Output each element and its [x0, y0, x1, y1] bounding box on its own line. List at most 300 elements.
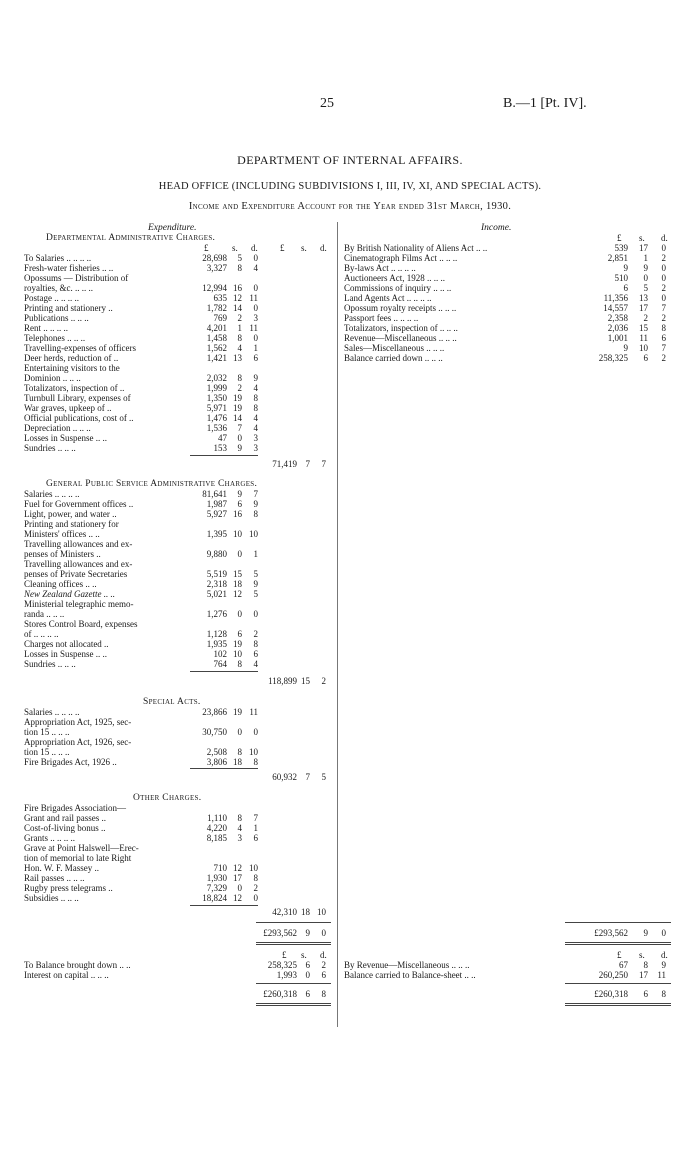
page-number: 25: [320, 96, 334, 111]
lower-income-pence: [652, 960, 666, 980]
office-subtitle: HEAD OFFICE (INCLUDING SUBDIVISIONS I, III, IV, XI, AND SPECIAL ACTS).: [158, 181, 542, 192]
cell-value: 9: [643, 263, 648, 273]
other-shillings: [228, 803, 242, 903]
departmental-heading: Departmental Administrative Charges.: [46, 233, 216, 243]
cell-value: [190, 519, 227, 529]
item-label: Commissions of inquiry .. .. ..: [344, 283, 452, 293]
cell-value: 2,036: [607, 323, 628, 333]
cell-value: [228, 843, 242, 853]
cell-value: 1,999: [206, 383, 227, 393]
income-pence-header-lower: d.: [661, 950, 668, 960]
cell-value: 1,562: [206, 343, 227, 353]
departmental-pence: [244, 253, 258, 453]
cell-value: 0: [253, 893, 258, 903]
cell-value: 9: [253, 373, 258, 383]
cell-value: 258,325: [598, 353, 628, 363]
cell-value: 8: [237, 373, 242, 383]
cell-value: [244, 273, 258, 283]
income-shillings: [634, 243, 648, 363]
cell-value: 4: [253, 383, 258, 393]
cell-value: 6: [253, 353, 258, 363]
item-label: Sundries .. .. ..: [24, 659, 76, 669]
item-label: Interest on capital .. .. ..: [24, 970, 109, 980]
cell-value: 5: [253, 589, 258, 599]
cell-value: 15: [233, 569, 242, 579]
item-label: Ministers' offices .. ..: [24, 529, 100, 539]
item-label: Grants .. .. .. ..: [24, 833, 75, 843]
departmental-total-pounds: 71,419: [272, 459, 297, 469]
item-label: New Zealand Gazette .. ..: [24, 589, 115, 599]
cell-value: 11: [249, 323, 258, 333]
cell-value: [228, 559, 242, 569]
cell-value: 1: [253, 823, 258, 833]
pounds-header: £: [204, 243, 209, 253]
expenditure-heading: Expenditure.: [148, 223, 197, 233]
income-pounds-header: £: [617, 233, 622, 243]
cell-value: 0: [237, 433, 242, 443]
cell-value: [244, 737, 258, 747]
cell-value: 9: [237, 443, 242, 453]
item-label: Opossum royalty receipts .. .. ..: [344, 303, 457, 313]
cell-value: 6: [623, 283, 628, 293]
cell-value: 9: [237, 489, 242, 499]
special-pence: [244, 707, 258, 767]
cell-value: 6: [643, 353, 648, 363]
income-shillings-header: s.: [639, 233, 645, 243]
cell-value: 12,994: [202, 283, 227, 293]
cell-value: [244, 519, 258, 529]
item-label: Fresh-water fisheries .. ..: [24, 263, 114, 273]
cell-value: 11,356: [603, 293, 628, 303]
cell-value: 0: [253, 609, 258, 619]
income-shillings-header-lower: s.: [639, 950, 645, 960]
cell-value: 153: [213, 443, 227, 453]
cell-value: 9: [661, 960, 666, 970]
income-labels: [344, 243, 570, 363]
departmental-total-pence: 7: [321, 459, 326, 469]
cell-value: 23,866: [202, 707, 227, 717]
item-label: Ministerial telegraphic memo-: [24, 599, 134, 609]
cell-value: 0: [237, 883, 242, 893]
cell-value: 102: [213, 649, 227, 659]
subtotal-rule: [190, 768, 258, 769]
cell-value: 8: [661, 323, 666, 333]
cell-value: 6: [253, 833, 258, 843]
cell-value: 2,851: [607, 253, 628, 263]
cell-value: [228, 599, 242, 609]
pounds-header-lower: £: [282, 950, 287, 960]
item-label: Totalizators, inspection of .. .. ..: [344, 323, 458, 333]
item-label: Printing and stationery ..: [24, 303, 113, 313]
general-total-shillings: 15: [301, 676, 310, 686]
special-labels: [24, 707, 196, 767]
department-title: DEPARTMENT OF INTERNAL AFFAIRS.: [237, 153, 463, 167]
item-label: Grave at Point Halswell—Erec-: [24, 843, 139, 853]
income-heading: Income.: [481, 223, 512, 233]
cell-value: 0: [253, 333, 258, 343]
cell-value: 2: [237, 313, 242, 323]
cell-value: 0: [643, 273, 648, 283]
cell-value: [190, 363, 227, 373]
cell-value: 7: [237, 423, 242, 433]
item-label: tion 15 .. .. ..: [24, 727, 70, 737]
item-label: penses of Ministers ..: [24, 549, 101, 559]
departmental-shillings: [228, 253, 242, 453]
other-labels: [24, 803, 196, 903]
item-label: Opossums — Distribution of: [24, 273, 129, 283]
cell-value: 764: [213, 659, 227, 669]
cell-value: 17: [639, 243, 648, 253]
cell-value: 539: [614, 243, 628, 253]
cell-value: 16: [233, 509, 242, 519]
cell-value: [228, 737, 242, 747]
cell-value: [190, 803, 227, 813]
general-total-pence: 2: [321, 676, 326, 686]
cell-value: 1,930: [206, 873, 227, 883]
cell-value: 13: [639, 293, 648, 303]
income-grand-total-shillings: 9: [643, 928, 648, 938]
cell-value: [244, 853, 258, 863]
cell-value: 2: [237, 383, 242, 393]
item-label: War graves, upkeep of ..: [24, 403, 112, 413]
other-pence: [244, 803, 258, 903]
item-label: Postage .. .. .. ..: [24, 293, 79, 303]
cell-value: 8: [237, 659, 242, 669]
cell-value: [190, 717, 227, 727]
lower-expenditure-pounds: [250, 960, 297, 980]
pence-header-lower: d.: [320, 950, 327, 960]
cell-value: 0: [661, 263, 666, 273]
item-label: Rail passes .. .. ..: [24, 873, 85, 883]
cell-value: [190, 539, 227, 549]
cell-value: 510: [614, 273, 628, 283]
lower-total-double-rule: [256, 1005, 331, 1006]
cell-value: 2: [661, 253, 666, 263]
other-total-shillings: 18: [301, 907, 310, 917]
cell-value: 260,250: [598, 970, 628, 980]
cell-value: 5,971: [206, 403, 227, 413]
income-pounds-header-lower: £: [617, 950, 622, 960]
cell-value: 10: [249, 863, 258, 873]
item-label: Auctioneers Act, 1928 .. .. ..: [344, 273, 445, 283]
cell-value: 5: [643, 283, 648, 293]
cell-value: 18: [233, 757, 242, 767]
cell-value: 7: [253, 489, 258, 499]
lower-income-total-rule: [565, 983, 671, 984]
cell-value: 1,993: [276, 970, 297, 980]
lower-total-double-rule: [256, 1003, 331, 1004]
lower-expenditure-pence: [312, 960, 326, 980]
cell-value: 2: [253, 883, 258, 893]
cell-value: 2,318: [206, 579, 227, 589]
cell-value: 5,519: [206, 569, 227, 579]
cell-value: 0: [253, 283, 258, 293]
cell-value: 1,001: [607, 333, 628, 343]
lower-income-total-pounds: £260,318: [594, 989, 628, 999]
item-label: Losses in Suspense .. ..: [24, 649, 107, 659]
item-label: Cinematograph Films Act .. .. ..: [344, 253, 458, 263]
cell-value: 3: [253, 443, 258, 453]
special-total-pence: 5: [321, 772, 326, 782]
cell-value: 2: [661, 313, 666, 323]
cell-value: 13: [233, 353, 242, 363]
cell-value: 5: [237, 253, 242, 263]
cell-value: [244, 559, 258, 569]
item-label: Printing and stationery for: [24, 519, 119, 529]
cell-value: 2,508: [206, 747, 227, 757]
cell-value: [244, 619, 258, 629]
cell-value: 1,782: [206, 303, 227, 313]
cell-value: [228, 853, 242, 863]
cell-value: [228, 519, 242, 529]
cell-value: [190, 273, 227, 283]
cell-value: 8: [237, 813, 242, 823]
pounds-header-2: £: [280, 243, 285, 253]
cell-value: 4: [253, 423, 258, 433]
cell-value: 0: [305, 970, 310, 980]
cell-value: 0: [253, 303, 258, 313]
general-total-pounds: 118,899: [268, 676, 297, 686]
item-label: of .. .. .. ..: [24, 629, 59, 639]
general-shillings: [228, 489, 242, 669]
item-label: Balance carried to Balance-sheet .. ..: [344, 970, 476, 980]
item-label: Deer herds, reduction of ..: [24, 353, 119, 363]
cell-value: 12: [233, 863, 242, 873]
income-grand-total-double-rule: [565, 942, 671, 943]
item-label: Salaries .. .. .. ..: [24, 489, 80, 499]
cell-value: [228, 619, 242, 629]
item-label: Turnbull Library, expenses of: [24, 393, 131, 403]
income-pence: [652, 243, 666, 363]
cell-value: 9: [623, 343, 628, 353]
item-label: royalties, &c. .. .. ..: [24, 283, 93, 293]
cell-value: 3,806: [206, 757, 227, 767]
cell-value: 0: [661, 293, 666, 303]
item-label: Grant and rail passes ..: [24, 813, 106, 823]
cell-value: [190, 853, 227, 863]
item-label: tion of memorial to late Right: [24, 853, 132, 863]
general-labels: [24, 489, 196, 669]
special-shillings: [228, 707, 242, 767]
special-pounds: [190, 707, 227, 767]
cell-value: 8: [237, 333, 242, 343]
cell-value: 8: [253, 393, 258, 403]
item-label: Passport fees .. .. .. ..: [344, 313, 419, 323]
general-heading: General Public Service Administrative Charges.: [46, 479, 258, 489]
cell-value: 1,276: [206, 609, 227, 619]
cell-value: 12: [233, 589, 242, 599]
departmental-total-shillings: 7: [305, 459, 310, 469]
income-grand-total-double-rule: [565, 944, 671, 945]
income-grand-total-pounds: £293,562: [594, 928, 628, 938]
income-pence-header: d.: [661, 233, 668, 243]
cell-value: 28,698: [202, 253, 227, 263]
special-total-pounds: 60,932: [272, 772, 297, 782]
cell-value: 6: [237, 499, 242, 509]
lower-income-total-pence: 8: [661, 989, 666, 999]
item-label: Depreciation .. .. ..: [24, 423, 91, 433]
cell-value: 710: [213, 863, 227, 873]
cell-value: [190, 559, 227, 569]
cell-value: 19: [233, 393, 242, 403]
expenditure-grand-total-pounds: £293,562: [263, 928, 297, 938]
cell-value: 2: [643, 313, 648, 323]
item-label: Publications .. .. ..: [24, 313, 89, 323]
cell-value: 6: [237, 629, 242, 639]
cell-value: 10: [249, 529, 258, 539]
income-grand-total-rule: [565, 922, 671, 923]
pence-header: d.: [251, 243, 258, 253]
cell-value: 10: [233, 649, 242, 659]
cell-value: 4,220: [206, 823, 227, 833]
departmental-pounds: [190, 253, 227, 453]
lower-income-pounds: [565, 960, 628, 980]
cell-value: [244, 363, 258, 373]
subtotal-rule: [190, 905, 258, 906]
cell-value: 9: [623, 263, 628, 273]
lower-income-total-double-rule: [565, 1003, 671, 1004]
cell-value: 1,421: [206, 353, 227, 363]
cell-value: [190, 843, 227, 853]
cell-value: 2,032: [206, 373, 227, 383]
item-label: Fuel for Government offices ..: [24, 499, 134, 509]
cell-value: 10: [639, 343, 648, 353]
cell-value: 1,476: [206, 413, 227, 423]
item-label: Entertaining visitors to the: [24, 363, 120, 373]
cell-value: 11: [249, 707, 258, 717]
cell-value: 3,327: [206, 263, 227, 273]
item-label: Subsidies .. .. ..: [24, 893, 79, 903]
subtotal-rule: [190, 671, 258, 672]
special-heading: Special Acts.: [143, 697, 201, 707]
account-title: Income and Expenditure Account for the Year ended 31st March, 1930.: [188, 201, 512, 212]
cell-value: [190, 737, 227, 747]
cell-value: 6: [253, 649, 258, 659]
cell-value: 1,110: [207, 813, 227, 823]
lower-income-labels: [344, 960, 570, 980]
cell-value: 0: [237, 727, 242, 737]
cell-value: 11: [639, 333, 648, 343]
cell-value: [228, 803, 242, 813]
cell-value: 1: [253, 343, 258, 353]
cell-value: 15: [639, 323, 648, 333]
cell-value: 0: [237, 609, 242, 619]
column-divider: [337, 222, 338, 1027]
cell-value: 4: [253, 263, 258, 273]
lower-expenditure-total-shillings: 6: [305, 989, 310, 999]
cell-value: 19: [233, 707, 242, 717]
lower-expenditure-labels: [24, 960, 244, 980]
item-label: Fire Brigades Act, 1926 ..: [24, 757, 117, 767]
cell-value: 8: [253, 509, 258, 519]
item-label: randa .. .. ..: [24, 609, 65, 619]
cell-value: 2: [321, 960, 326, 970]
item-label: penses of Private Secretaries: [24, 569, 128, 579]
cell-value: 16: [233, 283, 242, 293]
item-label: Official publications, cost of ..: [24, 413, 134, 423]
cell-value: 7: [661, 343, 666, 353]
shillings-header: s.: [232, 243, 238, 253]
cell-value: 8: [643, 960, 648, 970]
item-label: To Salaries .. .. .. ..: [24, 253, 92, 263]
cell-value: 12: [233, 893, 242, 903]
item-label: Stores Control Board, expenses: [24, 619, 138, 629]
cell-value: 4: [253, 659, 258, 669]
cell-value: 81,641: [202, 489, 227, 499]
cell-value: 8: [237, 747, 242, 757]
expenditure-grand-total-pence: 0: [321, 928, 326, 938]
item-label: Fire Brigades Association—: [24, 803, 126, 813]
grand-total-double-rule: [256, 942, 331, 943]
cell-value: [244, 599, 258, 609]
special-total-shillings: 7: [305, 772, 310, 782]
item-label: tion 15 .. .. ..: [24, 747, 70, 757]
cell-value: 258,325: [267, 960, 297, 970]
other-total-pounds: 42,310: [272, 907, 297, 917]
pence-header-2: d.: [320, 243, 327, 253]
departmental-labels: [24, 253, 199, 453]
cell-value: 18,824: [202, 893, 227, 903]
cell-value: 6: [305, 960, 310, 970]
cell-value: 1,536: [206, 423, 227, 433]
cell-value: 5,021: [206, 589, 227, 599]
cell-value: 18: [233, 579, 242, 589]
cell-value: 6: [661, 333, 666, 343]
item-label: Sundries .. .. ..: [24, 443, 76, 453]
cell-value: 5,927: [206, 509, 227, 519]
cell-value: 2: [661, 283, 666, 293]
cell-value: 7: [253, 813, 258, 823]
cell-value: 30,750: [202, 727, 227, 737]
item-label: Charges not allocated ..: [24, 639, 109, 649]
cell-value: 8: [253, 757, 258, 767]
cell-value: 9: [253, 579, 258, 589]
lower-income-shillings: [634, 960, 648, 980]
cell-value: 12: [233, 293, 242, 303]
lower-expenditure-total-pounds: £260,318: [263, 989, 297, 999]
cell-value: 2,358: [607, 313, 628, 323]
other-heading: Other Charges.: [133, 793, 202, 803]
cell-value: 0: [253, 253, 258, 263]
cell-value: 0: [661, 273, 666, 283]
expenditure-grand-total-shillings: 9: [305, 928, 310, 938]
shillings-header-2: s.: [301, 243, 307, 253]
item-label: Light, power, and water ..: [24, 509, 117, 519]
lower-expenditure-total-pence: 8: [321, 989, 326, 999]
cell-value: 1,128: [206, 629, 227, 639]
income-pounds: [570, 243, 628, 363]
item-label: Travelling allowances and ex-: [24, 559, 133, 569]
grand-total-rule: [256, 922, 331, 923]
item-label: Appropriation Act, 1925, sec-: [24, 717, 132, 727]
cell-value: [190, 599, 227, 609]
cell-value: 17: [639, 970, 648, 980]
cell-value: [228, 273, 242, 283]
cell-value: 8: [253, 403, 258, 413]
item-label: Totalizators, inspection of ..: [24, 383, 125, 393]
other-pounds: [190, 803, 227, 903]
cell-value: 8: [253, 639, 258, 649]
cell-value: 2: [253, 629, 258, 639]
cell-value: 8: [237, 263, 242, 273]
cell-value: [228, 539, 242, 549]
cell-value: 4,201: [206, 323, 227, 333]
lower-income-total-double-rule: [565, 1005, 671, 1006]
cell-value: 4: [237, 823, 242, 833]
cell-value: 1,350: [206, 393, 227, 403]
income-grand-total-pence: 0: [661, 928, 666, 938]
other-total-pence: 10: [317, 907, 326, 917]
